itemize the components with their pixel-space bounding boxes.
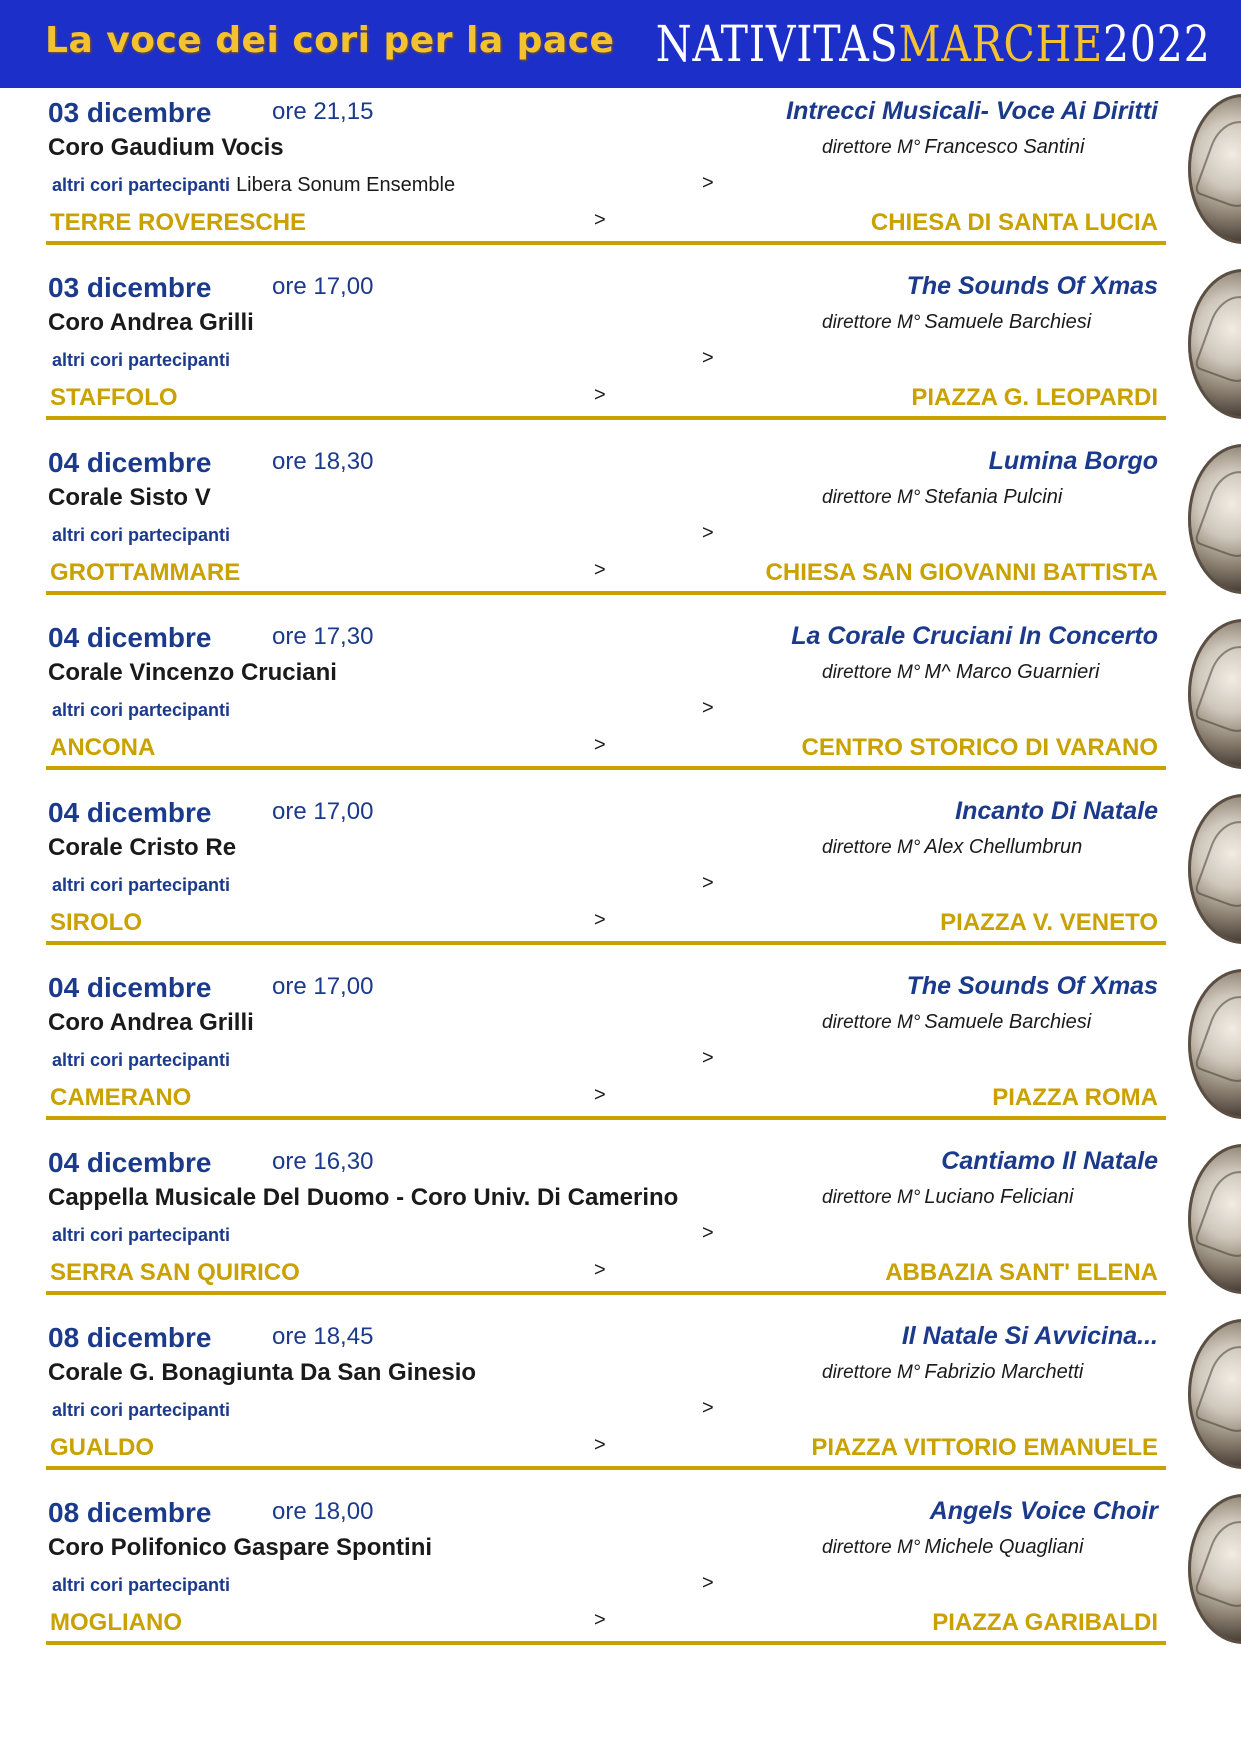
event-venue: PIAZZA G. LEOPARDI [911, 384, 1158, 411]
event-others [52, 1399, 236, 1422]
director-prefix: direttore M° [822, 312, 921, 333]
director-name: Fabrizio Marchetti [924, 1361, 1084, 1383]
divider [46, 1116, 1166, 1120]
event-others [52, 1049, 236, 1072]
director-prefix: direttore M° [822, 1012, 921, 1033]
event-list [0, 88, 1241, 1663]
brand-logo [656, 16, 1211, 72]
director-name: Alex Chellumbrun [924, 836, 1083, 858]
event-date: 08 dicembre [48, 1322, 212, 1353]
event-city: TERRE ROVERESCHE [50, 209, 307, 236]
event-row [0, 1138, 1241, 1313]
event-time: ore 21,15 [272, 98, 374, 125]
event-venue: ABBAZIA SANT' ELENA [885, 1259, 1158, 1286]
event-director [822, 1361, 1083, 1384]
others-label: altri cori partecipanti [52, 1400, 231, 1420]
event-director [822, 661, 1099, 684]
event-time: ore 16,30 [272, 1148, 374, 1175]
others-label: altri cori partecipanti [52, 1050, 231, 1070]
event-venue: PIAZZA ROMA [992, 1084, 1158, 1111]
event-row [0, 1313, 1241, 1488]
event-title: The Sounds Of Xmas [906, 272, 1158, 300]
event-choir: Coro Andrea Grilli [48, 309, 254, 336]
event-director [822, 311, 1091, 334]
event-title: Intrecci Musicali- Voce Ai Diritti [786, 97, 1158, 125]
others-label: altri cori partecipanti [52, 700, 231, 720]
director-name: Samuele Barchiesi [924, 311, 1092, 333]
stained-glass-decoration [1188, 1144, 1241, 1294]
event-city: STAFFOLO [50, 384, 178, 411]
event-row [0, 1488, 1241, 1663]
event-city: ANCONA [50, 734, 156, 761]
event-city: MOGLIANO [50, 1609, 182, 1636]
director-name: Samuele Barchiesi [924, 1011, 1092, 1033]
stained-glass-decoration [1188, 1494, 1241, 1644]
event-date: 04 dicembre [48, 797, 212, 828]
arrow-icon: > [702, 1572, 714, 1594]
event-director [822, 1011, 1091, 1034]
event-title: Incanto Di Natale [955, 797, 1158, 825]
event-date: 04 dicembre [48, 972, 212, 1003]
event-city: CAMERANO [50, 1084, 192, 1111]
event-title: La Corale Cruciani In Concerto [791, 622, 1158, 650]
event-date: 04 dicembre [48, 1147, 212, 1178]
event-others [52, 1224, 236, 1247]
event-row [0, 438, 1241, 613]
director-prefix: direttore M° [822, 837, 921, 858]
header-title: La voce dei cori per la pace [45, 20, 615, 61]
arrow-icon: > [702, 347, 714, 369]
event-choir: Corale G. Bonagiunta Da San Ginesio [48, 1359, 477, 1386]
arrow-icon: > [594, 1084, 606, 1106]
event-time: ore 18,00 [272, 1498, 374, 1525]
event-venue: CENTRO STORICO DI VARANO [801, 734, 1158, 761]
arrow-icon: > [702, 172, 714, 194]
event-date: 04 dicembre [48, 447, 212, 478]
event-others [52, 699, 236, 722]
stained-glass-decoration [1188, 619, 1241, 769]
director-name: Francesco Santini [924, 136, 1085, 158]
event-date: 04 dicembre [48, 622, 212, 653]
event-title: Cantiamo Il Natale [941, 1147, 1158, 1175]
arrow-icon: > [594, 1259, 606, 1281]
event-date: 03 dicembre [48, 272, 212, 303]
event-row [0, 788, 1241, 963]
brand-nativitas: NATIVITAS [656, 15, 899, 73]
event-city: SIROLO [50, 909, 143, 936]
event-choir: Coro Polifonico Gaspare Spontini [48, 1534, 433, 1561]
arrow-icon: > [594, 909, 606, 931]
director-prefix: direttore M° [822, 137, 921, 158]
arrow-icon: > [702, 522, 714, 544]
event-choir: Corale Cristo Re [48, 834, 237, 861]
event-title: Il Natale Si Avvicina... [901, 1322, 1158, 1350]
arrow-icon: > [594, 559, 606, 581]
event-choir: Cappella Musicale Del Duomo - Coro Univ. Di Camerino [48, 1184, 679, 1211]
director-prefix: direttore M° [822, 1187, 921, 1208]
director-prefix: direttore M° [822, 1537, 921, 1558]
director-name: Stefania Pulcini [924, 486, 1063, 508]
event-venue: PIAZZA V. VENETO [940, 909, 1158, 936]
divider [46, 941, 1166, 945]
event-director [822, 136, 1084, 159]
arrow-icon: > [702, 1047, 714, 1069]
event-others [52, 349, 236, 372]
others-label: altri cori partecipanti [52, 525, 231, 545]
stained-glass-decoration [1188, 444, 1241, 594]
others-label: altri cori partecipanti [52, 350, 231, 370]
event-row [0, 88, 1241, 263]
director-name: Michele Quagliani [924, 1536, 1084, 1558]
event-title: Angels Voice Choir [929, 1497, 1158, 1525]
divider [46, 766, 1166, 770]
event-others [52, 524, 236, 547]
divider [46, 241, 1166, 245]
event-time: ore 18,30 [272, 448, 374, 475]
arrow-icon: > [702, 1222, 714, 1244]
event-time: ore 17,00 [272, 973, 374, 1000]
divider [46, 1466, 1166, 1470]
arrow-icon: > [594, 1434, 606, 1456]
arrow-icon: > [594, 734, 606, 756]
arrow-icon: > [594, 1609, 606, 1631]
divider [46, 416, 1166, 420]
header-banner [0, 0, 1241, 88]
divider [46, 591, 1166, 595]
event-title: Lumina Borgo [988, 447, 1158, 475]
event-venue: CHIESA DI SANTA LUCIA [870, 209, 1158, 236]
event-choir: Corale Vincenzo Cruciani [48, 659, 337, 686]
director-prefix: direttore M° [822, 662, 921, 683]
event-row [0, 263, 1241, 438]
event-date: 03 dicembre [48, 97, 212, 128]
event-others [52, 1574, 236, 1597]
event-director [822, 1536, 1083, 1559]
event-choir: Coro Gaudium Vocis [48, 134, 284, 161]
event-venue: CHIESA SAN GIOVANNI BATTISTA [765, 559, 1158, 586]
arrow-icon: > [702, 872, 714, 894]
stained-glass-decoration [1188, 94, 1241, 244]
others-label: altri cori partecipanti [52, 875, 231, 895]
divider [46, 1641, 1166, 1645]
event-venue: PIAZZA VITTORIO EMANUELE [811, 1434, 1158, 1461]
stained-glass-decoration [1188, 794, 1241, 944]
event-row [0, 613, 1241, 788]
arrow-icon: > [702, 697, 714, 719]
event-others [52, 174, 455, 197]
others-label: altri cori partecipanti [52, 175, 231, 195]
arrow-icon: > [702, 1397, 714, 1419]
stained-glass-decoration [1188, 269, 1241, 419]
event-title: The Sounds Of Xmas [906, 972, 1158, 1000]
event-time: ore 17,30 [272, 623, 374, 650]
event-row [0, 963, 1241, 1138]
event-date: 08 dicembre [48, 1497, 212, 1528]
brand-year: 2022 [1103, 15, 1211, 73]
director-prefix: direttore M° [822, 487, 921, 508]
event-director [822, 836, 1082, 859]
event-time: ore 17,00 [272, 798, 374, 825]
event-city: GROTTAMMARE [50, 559, 241, 586]
event-choir: Coro Andrea Grilli [48, 1009, 254, 1036]
event-city: SERRA SAN QUIRICO [50, 1259, 300, 1286]
director-prefix: direttore M° [822, 1362, 921, 1383]
event-time: ore 18,45 [272, 1323, 374, 1350]
others-label: altri cori partecipanti [52, 1575, 231, 1595]
event-others [52, 874, 236, 897]
event-venue: PIAZZA GARIBALDI [932, 1609, 1158, 1636]
director-name: M^ Marco Guarnieri [924, 661, 1100, 683]
event-choir: Corale Sisto V [48, 484, 211, 511]
event-time: ore 17,00 [272, 273, 374, 300]
others-label: altri cori partecipanti [52, 1225, 231, 1245]
event-director [822, 1186, 1073, 1209]
event-city: GUALDO [50, 1434, 154, 1461]
event-director [822, 486, 1062, 509]
arrow-icon: > [594, 209, 606, 231]
brand-marche: MARCHE [898, 15, 1104, 73]
stained-glass-decoration [1188, 969, 1241, 1119]
others-value: Libera Sonum Ensemble [236, 174, 456, 196]
arrow-icon: > [594, 384, 606, 406]
director-name: Luciano Feliciani [924, 1186, 1074, 1208]
stained-glass-decoration [1188, 1319, 1241, 1469]
divider [46, 1291, 1166, 1295]
